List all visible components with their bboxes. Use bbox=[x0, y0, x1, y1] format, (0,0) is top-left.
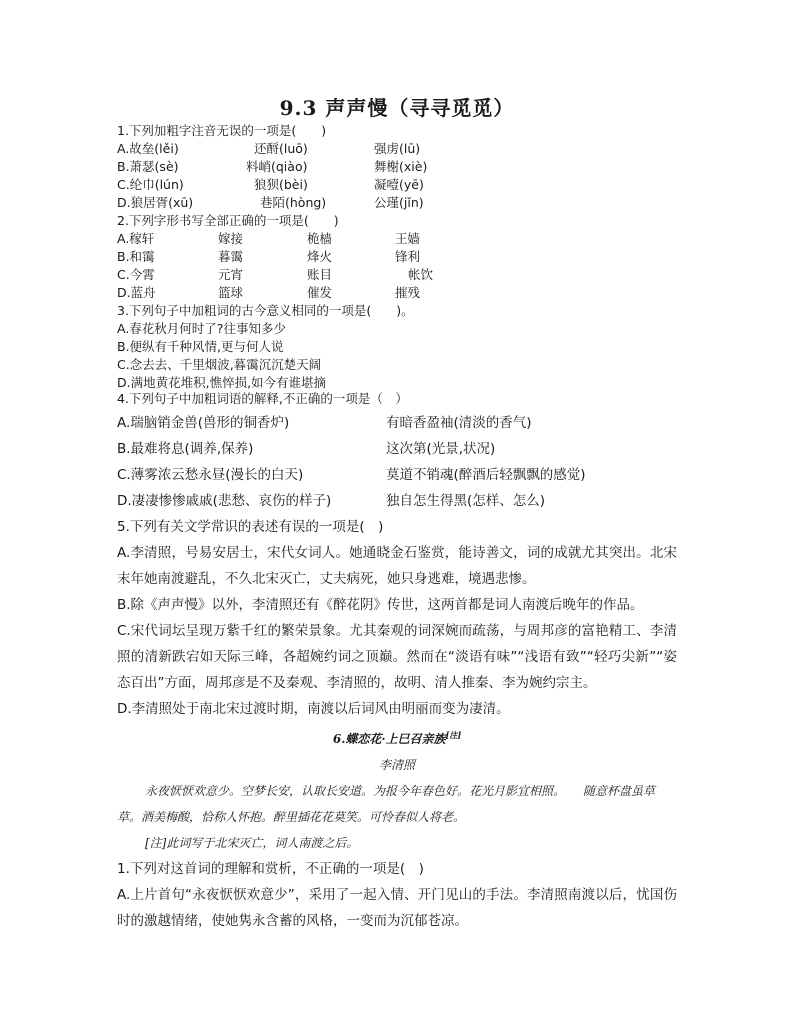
q2-c4: 帐饮 bbox=[408, 267, 434, 282]
poem-title bbox=[0, 730, 794, 747]
q4-stem: 4.下列句子中加粗词语的解释,不正确的一项是（ ） bbox=[117, 391, 408, 406]
poem-text: 永夜恹恹欢意少。空梦长安，认取长安道。为报今年春色好。花光月影宜相照。 随意杯盘虽草草。酒美梅酸，恰称人怀抱。醉里插花花莫笑。可怜春似人将老。 bbox=[117, 784, 656, 824]
poem-note-mark: [注] bbox=[445, 730, 462, 740]
q1-d3: 公瑾(jǐn) bbox=[374, 195, 424, 210]
q2-stem: 2.下列字形书写全部正确的一项是( ) bbox=[117, 213, 339, 228]
q1-c2: 狼狈(bèi) bbox=[254, 177, 308, 192]
q1-b1: B.萧瑟(sè) bbox=[117, 159, 179, 174]
q2-c1: C.今霄 bbox=[117, 267, 155, 282]
q2-b4: 锋利 bbox=[395, 249, 421, 264]
q1-b3: 舞榭(xiè) bbox=[374, 159, 428, 174]
q6-option-a: A.上片首句“永夜恹恹欢意少”，采用了一起入情、开门见山的手法。李清照南渡以后，忧国伤时的激越情绪，使她隽永含蓄的风格，一变而为沉郁苍凉。 bbox=[117, 887, 677, 929]
q2-c3: 账目 bbox=[307, 267, 333, 282]
q1-b2: 料峭(qiào) bbox=[246, 159, 308, 174]
q3-option-c: C.念去去、千里烟波,暮霭沉沉楚天阔 bbox=[117, 357, 322, 372]
q1-stem: 1.下列加粗字注音无误的一项是( ) bbox=[117, 123, 327, 138]
q2-a4: 王嫱 bbox=[395, 231, 421, 246]
q5-option-b: B.除《声声慢》以外，李清照还有《醉花阴》传世，这两首都是词人南渡后晚年的作品。 bbox=[117, 597, 644, 613]
q5-option-d: D.李清照处于南北宋过渡时期，南渡以后词风由明丽而变为凄清。 bbox=[117, 701, 510, 717]
q3-option-a: A.春花秋月何时了?往事知多少 bbox=[117, 321, 286, 336]
q4-d1: D.凄凄惨惨戚戚(悲愁、哀伤的样子) bbox=[117, 493, 332, 509]
q4-b2: 这次第(光景,状况) bbox=[386, 441, 496, 457]
q4-c1: C.薄雾浓云愁永昼(漫长的白天) bbox=[117, 467, 304, 483]
q4-a2: 有暗香盈袖(清淡的香气) bbox=[386, 415, 532, 431]
q4-b1: B.最难将息(调养,保养) bbox=[117, 441, 254, 457]
q4-c2: 莫道不销魂(醉酒后轻飘飘的感觉) bbox=[386, 467, 586, 483]
q2-b2: 暮霭 bbox=[218, 249, 244, 264]
q2-a1: A.稼轩 bbox=[117, 231, 155, 246]
poem-note: [注]此词写于北宋灭亡，词人南渡之后。 bbox=[145, 836, 359, 850]
q5-option-a: A.李清照，号易安居士，宋代女词人。她通晓金石鉴赏，能诗善文，词的成就尤其突出。北宋末年她南渡避乱，不久北宋灭亡，丈夫病死，她只身逃难，境遇悲惨。 bbox=[117, 545, 677, 587]
q1-a3: 强虏(lū) bbox=[374, 141, 421, 156]
q1-c1: C.纶巾(lún) bbox=[117, 177, 184, 192]
q2-a2: 嫁接 bbox=[218, 231, 244, 246]
q2-d1: D.蓝舟 bbox=[117, 285, 156, 300]
q3-stem: 3.下列句子中加粗词的古今意义相同的一项是( )。 bbox=[117, 303, 414, 318]
q3-option-b: B.便纵有千种风情,更与何人说 bbox=[117, 339, 284, 354]
q4-d2: 独自怎生得黑(怎样、怎么) bbox=[386, 493, 546, 509]
q2-d3: 催发 bbox=[307, 285, 333, 300]
q2-b1: B.和霭 bbox=[117, 249, 155, 264]
q4-a1: A.瑞脑销金兽(兽形的铜香炉) bbox=[117, 415, 290, 431]
q1-a1: A.故垒(lěi) bbox=[117, 141, 179, 156]
q1-d1: D.狼居胥(xū) bbox=[117, 195, 194, 210]
q2-a3: 桅樯 bbox=[307, 231, 333, 246]
q3-option-d: D.满地黄花堆积,憔悴损,如今有谁堪摘 bbox=[117, 375, 327, 390]
q2-d4: 摧残 bbox=[395, 285, 421, 300]
q5-stem: 5.下列有关文学常识的表述有误的一项是( ) bbox=[117, 519, 384, 535]
q1-d2: 巷陌(hòng) bbox=[260, 195, 327, 210]
q2-b3: 烽火 bbox=[307, 249, 333, 264]
poem-author: 李清照 bbox=[378, 758, 415, 772]
q2-d2: 篮球 bbox=[218, 285, 244, 300]
q1-c3: 凝噎(yē) bbox=[374, 177, 424, 192]
q6-stem: 1.下列对这首词的理解和赏析，不正确的一项是( ) bbox=[117, 861, 424, 877]
q2-c2: 元宵 bbox=[218, 267, 244, 282]
page-title: 9.3 声声慢（寻寻觅觅） bbox=[279, 96, 515, 120]
q1-a2: 还酹(luō) bbox=[254, 141, 308, 156]
poem-title-text: 6.蝶恋花·上巳召亲族 bbox=[332, 732, 446, 746]
q5-option-c: C.宋代词坛呈现万紫千红的繁荣景象。尤其秦观的词深婉而疏荡，与周邦彦的富艳精工、李清照的清新跌宕如天际三峰，各超婉约词之顶巅。然而在“淡语有味”“浅语有致”“轻巧尖新”“姿态百出”方面，周邦彦是不及秦观、李清照的，故明、清人推秦、李为婉约宗主。 bbox=[117, 623, 677, 691]
